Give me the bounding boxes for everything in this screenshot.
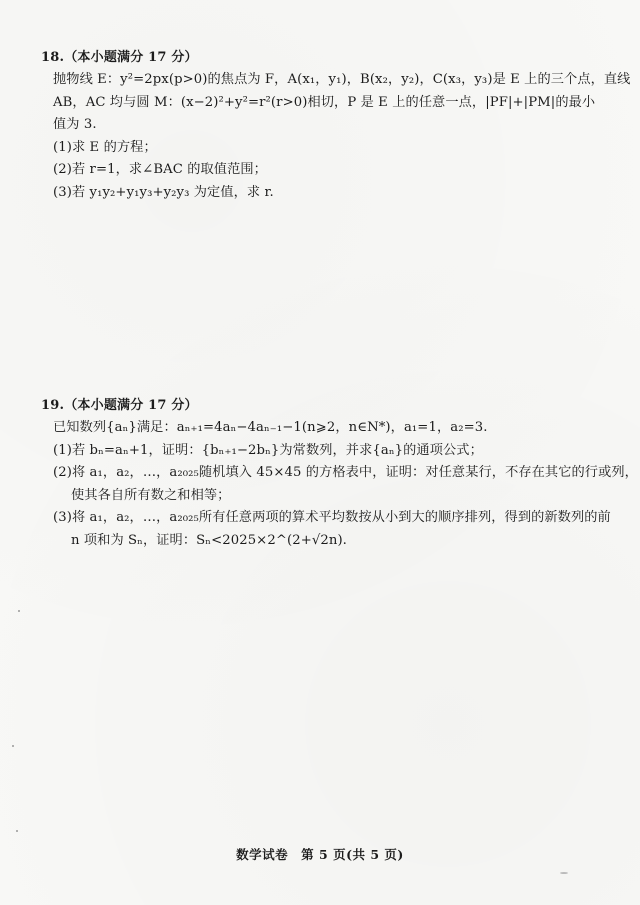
problem-19-part-2: (2)将 a₁，a₂，…，a₂₀₂₅随机填入 45×45 的方格表中，证明：对任意某行，不存在其它的行或列， — [53, 465, 638, 480]
problem-18-line: 值为 3. — [53, 117, 97, 132]
problem-19-part-3-cont: n 项和为 Sₙ，证明：Sₙ<2025×2^(2+√2n). — [71, 532, 347, 548]
problem-18-part-3: (3)若 y₁y₂+y₁y₃+y₂y₃ 为定值，求 r. — [53, 184, 274, 200]
problem-19-line: 已知数列{aₙ}满足：aₙ₊₁=4aₙ−4aₙ₋₁−1(n⩾2，n∈N*)，a₁=1，a₂=3. — [53, 420, 488, 435]
problem-19 — [41, 395, 638, 552]
problem-18-part-2: (2)若 r=1，求∠BAC 的取值范围； — [53, 162, 267, 177]
problem-19-part-3: (3)将 a₁，a₂，…，a₂₀₂₅所有任意两项的算术平均数按从小到大的顺序排列，得到的新数列的前 — [53, 510, 611, 525]
problem-18-part-1: (1)求 E 的方程； — [53, 139, 157, 155]
problem-18-line: 抛物线 E：y²=2px(p>0)的焦点为 F，A(x₁，y₁)，B(x₂，y₂)，C(x₃，y₃)是 E 上的三个点，直线 — [53, 72, 631, 87]
page-footer: 数学试卷 第 5 页(共 5 页) — [236, 847, 404, 862]
problem-18 — [41, 47, 631, 204]
problem-18-line: AB，AC 均与圆 M：(x−2)²+y²=r²(r>0)相切，P 是 E 上的任意一点，|PF|+|PM|的最小 — [53, 94, 596, 110]
scan-speck — [16, 830, 18, 832]
problem-19-heading: 19.（本小题满分 17 分） — [41, 398, 198, 413]
scan-speck — [12, 745, 14, 747]
scan-speck — [18, 610, 20, 612]
scan-speck — [560, 872, 568, 874]
problem-18-heading: 18.（本小题满分 17 分） — [41, 50, 198, 65]
problem-19-part-1: (1)若 bₙ=aₙ+1，证明：{bₙ₊₁−2bₙ}为常数列，并求{aₙ}的通项公式； — [53, 442, 483, 458]
problem-19-part-2-cont: 使其各自所有数之和相等； — [71, 487, 231, 503]
